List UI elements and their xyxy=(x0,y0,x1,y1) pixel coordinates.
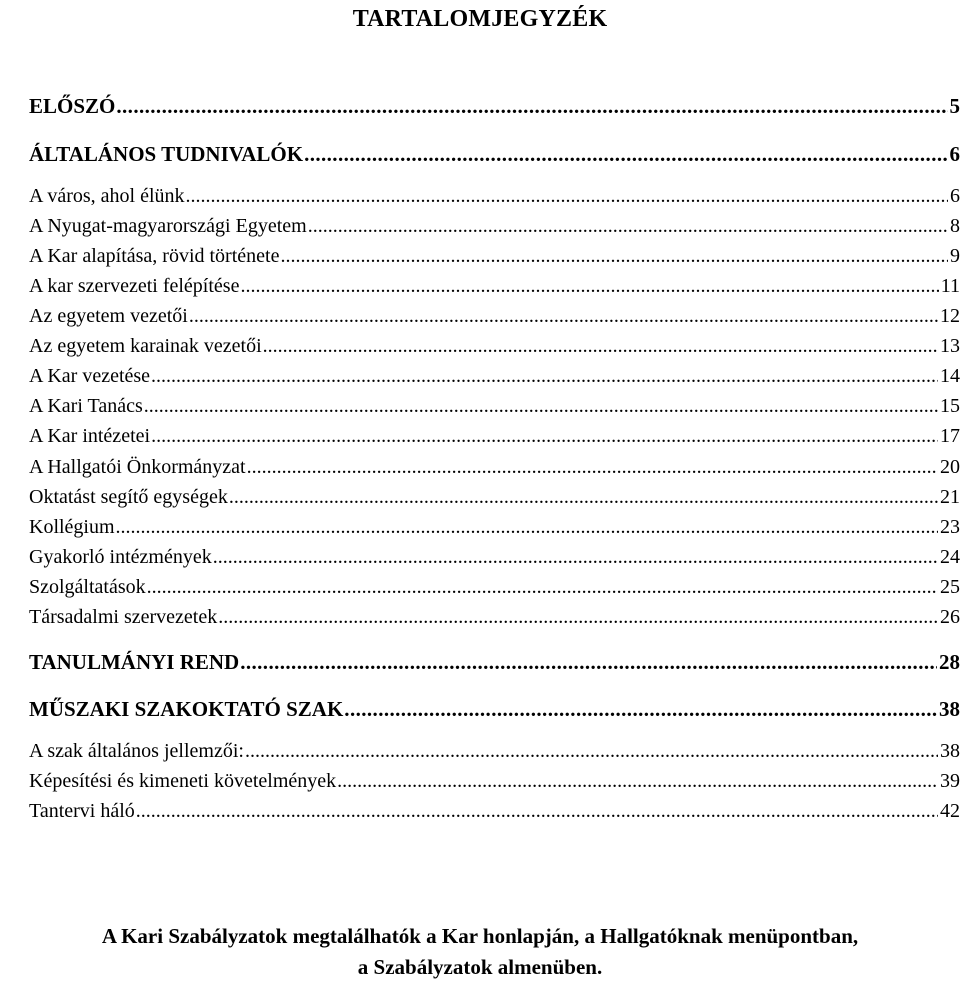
toc-entry-title: ELŐSZÓ xyxy=(29,94,115,119)
toc-entry-gyakorlo-intezmenyek[interactable] xyxy=(29,546,960,574)
dot-leader xyxy=(186,185,948,208)
dot-leader xyxy=(304,142,947,167)
toc-entry-kollegium[interactable] xyxy=(29,516,960,544)
toc-entry-title: Képesítési és kimeneti követelmények xyxy=(29,770,336,793)
toc-entry-title: Kollégium xyxy=(29,516,115,539)
toc-entry-title: Az egyetem karainak vezetői xyxy=(29,335,262,358)
toc-page-number: 12 xyxy=(940,305,960,328)
toc-entry-title: ÁLTALÁNOS TUDNIVALÓK xyxy=(29,142,303,167)
toc-entry-title: Gyakorló intézmények xyxy=(29,546,212,569)
toc-page-number: 38 xyxy=(940,740,960,763)
toc-entry-title: A Kar intézetei xyxy=(29,425,150,448)
dot-leader xyxy=(151,425,938,448)
dot-leader xyxy=(245,740,938,763)
toc-entry-title: A Kar alapítása, rövid története xyxy=(29,245,279,268)
toc-page-number: 14 xyxy=(940,365,960,388)
toc-entry-hallgatoi-onkormanyzat[interactable] xyxy=(29,456,960,484)
toc-page-number: 8 xyxy=(950,215,960,238)
toc-page-number: 5 xyxy=(950,94,960,119)
toc-entry-szolgaltatasok[interactable] xyxy=(29,576,960,604)
dot-leader xyxy=(229,486,938,509)
toc-entry-tarsadalmi-szervezetek[interactable] xyxy=(29,606,960,634)
toc-entry-title: A város, ahol élünk xyxy=(29,185,185,208)
toc-page-number: 24 xyxy=(940,546,960,569)
dot-leader xyxy=(263,335,938,358)
toc-entry-title: Társadalmi szervezetek xyxy=(29,606,217,629)
footnote-line-2: a Szabályzatok almenüben. xyxy=(0,952,960,983)
dot-leader xyxy=(344,697,937,722)
dot-leader xyxy=(136,800,938,823)
toc-entry-tanulmanyi-rend[interactable] xyxy=(29,650,960,678)
toc-page-number: 26 xyxy=(940,606,960,629)
toc-page-number: 9 xyxy=(950,245,960,268)
toc-entry-kepesitesi-kovetelmenyek[interactable] xyxy=(29,770,960,798)
toc-entry-title: A Hallgatói Önkormányzat xyxy=(29,456,246,479)
dot-leader xyxy=(240,650,937,675)
toc-entry-title: A Nyugat-magyarországi Egyetem xyxy=(29,215,307,238)
toc-entry-a-varos[interactable] xyxy=(29,185,960,213)
toc-entry-title: Tantervi háló xyxy=(29,800,135,823)
page-title: TARTALOMJEGYZÉK xyxy=(0,4,960,34)
toc-page-number: 21 xyxy=(940,486,960,509)
footnote-line-1: A Kari Szabályzatok megtalálhatók a Kar honlapján, a Hallgatóknak menüpontban, xyxy=(0,921,960,952)
toc-entry-kar-szervezeti-felepitese[interactable] xyxy=(29,275,960,303)
toc-page-number: 11 xyxy=(941,275,960,298)
toc-page-number: 6 xyxy=(950,185,960,208)
toc-entry-oktatast-segito-egysegek[interactable] xyxy=(29,486,960,514)
toc-page-number: 39 xyxy=(940,770,960,793)
toc-page-number: 13 xyxy=(940,335,960,358)
toc-page-number: 23 xyxy=(940,516,960,539)
dot-leader xyxy=(151,365,938,388)
toc-entry-kar-intezetei[interactable] xyxy=(29,425,960,453)
toc-entry-altalanos-tudnivalok[interactable] xyxy=(29,142,960,170)
toc-entry-kari-tanacs[interactable] xyxy=(29,395,960,423)
dot-leader xyxy=(144,395,938,418)
toc-entry-title: MŰSZAKI SZAKOKTATÓ SZAK xyxy=(29,697,343,722)
toc-entry-tantervi-halo[interactable] xyxy=(29,800,960,828)
dot-leader xyxy=(240,275,938,298)
toc-entry-muszaki-szakoktato-szak[interactable] xyxy=(29,697,960,725)
toc-entry-title: TANULMÁNYI REND xyxy=(29,650,239,675)
dot-leader xyxy=(189,305,938,328)
toc-page-number: 20 xyxy=(940,456,960,479)
toc-entry-kar-vezetese[interactable] xyxy=(29,365,960,393)
dot-leader xyxy=(247,456,938,479)
toc-entry-title: Szolgáltatások xyxy=(29,576,146,599)
toc-entry-szak-altalanos-jellemzoi[interactable] xyxy=(29,740,960,768)
footnote xyxy=(0,921,960,983)
dot-leader xyxy=(116,516,938,539)
dot-leader xyxy=(147,576,938,599)
toc-page-number: 28 xyxy=(939,650,960,675)
toc-page-number: 6 xyxy=(950,142,960,167)
toc-entry-title: A szak általános jellemzői: xyxy=(29,740,244,763)
toc-entry-nyugat-magyarorszagi-egyetem[interactable] xyxy=(29,215,960,243)
toc-page-number: 25 xyxy=(940,576,960,599)
toc-page-number: 17 xyxy=(940,425,960,448)
dot-leader xyxy=(280,245,948,268)
dot-leader xyxy=(308,215,948,238)
toc-page-number: 38 xyxy=(939,697,960,722)
dot-leader xyxy=(337,770,938,793)
toc-page-number: 15 xyxy=(940,395,960,418)
toc-entry-title: Az egyetem vezetői xyxy=(29,305,188,328)
toc-entry-title: Oktatást segítő egységek xyxy=(29,486,228,509)
toc-entry-title: A Kar vezetése xyxy=(29,365,150,388)
toc-page-number: 42 xyxy=(940,800,960,823)
toc-entry-title: A Kari Tanács xyxy=(29,395,143,418)
toc-entry-egyetem-karainak-vezetoi[interactable] xyxy=(29,335,960,363)
toc-entry-title: A kar szervezeti felépítése xyxy=(29,275,239,298)
toc-entry-eloszo[interactable] xyxy=(29,94,960,122)
dot-leader xyxy=(213,546,938,569)
toc-entry-egyetem-vezetoi[interactable] xyxy=(29,305,960,333)
dot-leader xyxy=(116,94,947,119)
dot-leader xyxy=(218,606,938,629)
toc-entry-kar-alapitasa[interactable] xyxy=(29,245,960,273)
